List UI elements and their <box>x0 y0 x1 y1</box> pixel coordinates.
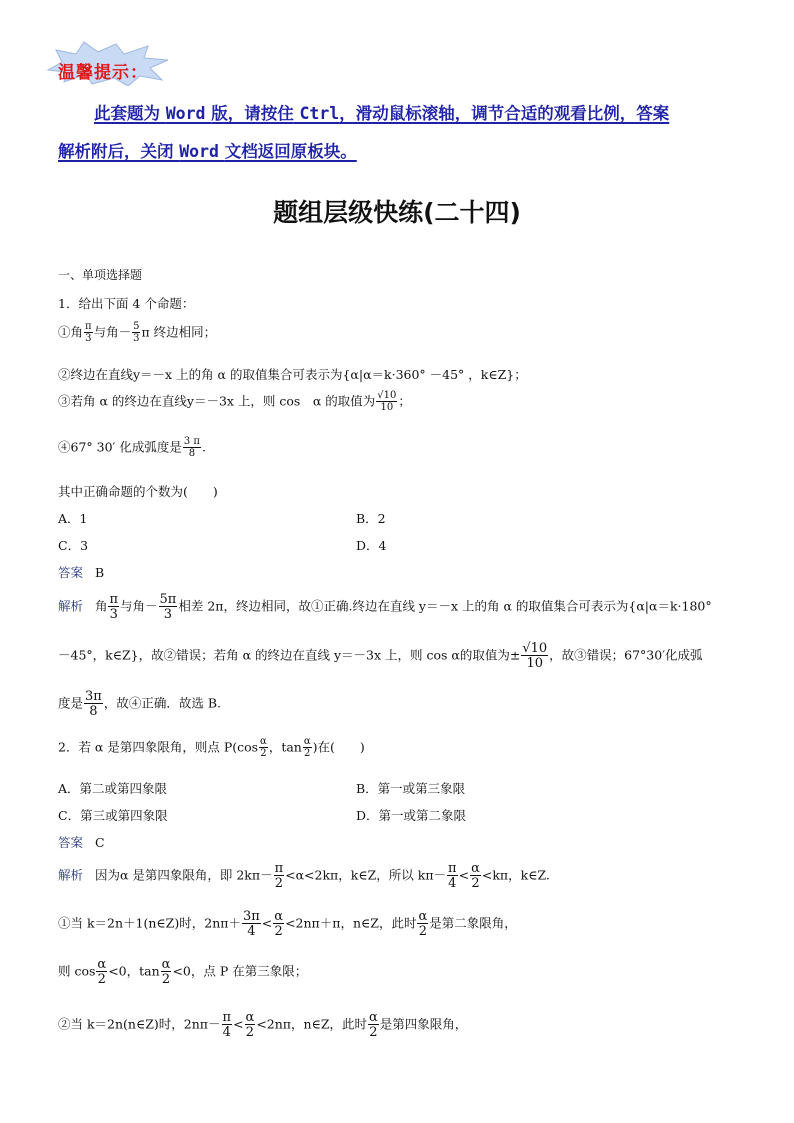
q1-proposition-3: ③若角 α 的终边在直线y＝－3x 上，则 cos α 的取值为 $\frac{√10}{10}$ ； <box>58 390 411 413</box>
q2-option-d: D．第一或第二象限 <box>356 808 467 823</box>
q1-option-b: B．2 <box>356 511 386 526</box>
answer-label: 答案 <box>58 565 84 580</box>
q2-option-c: C．第三或第四象限 <box>58 808 168 823</box>
tip-line-1: 此套题为 Word 版，请按住 Ctrl，滑动鼠标滚轴，调节合适的观看比例，答案 <box>94 104 670 123</box>
q1-proposition-1: ①角 $\frac{\pi}{3}$ 与角－ $\frac{5}{3}$ π 终边相同； <box>58 321 217 344</box>
q1-option-c: C．3 <box>58 538 89 553</box>
q2-analysis-line-3: 则 cos $\frac{\alpha}{2}$ <0，tan $\frac{\alpha}{2}$ <0，点 P 在第三象限； <box>58 957 308 987</box>
q2-option-b: B．第一或第三象限 <box>356 781 466 796</box>
section-heading: 一、单项选择题 <box>58 268 143 282</box>
q1-stem: 1．给出下面 4 个命题： <box>58 296 195 311</box>
q1-proposition-2: ②终边在直线y＝－x 上的角 α 的取值集合可表示为{α|α＝k·360° －45° ，k∈Z}； <box>58 367 527 382</box>
q2-option-a: A．第二或第四象限 <box>58 781 168 796</box>
q2-stem: 2．若 α 是第四象限角，则点 P(cos $\frac{\alpha}{2}$ ，tan $\frac{\alpha}{2}$ )在( ) <box>58 736 365 759</box>
q1-answer: 答案 B <box>58 565 105 580</box>
q1-option-a: A．1 <box>58 511 88 526</box>
q2-answer: 答案 C <box>58 835 105 850</box>
q2-analysis-line-1: 解析 因为α 是第四象限角，即 2kπ－ $\frac{\pi}{2}$ <α<2kπ，k∈Z，所以 kπ－ $\frac{\pi}{4}$ < $\frac{\alpha}{2}$ <kπ，k∈Z. <box>58 861 550 891</box>
q1-analysis-line-2: －45°，k∈Z}，故②错误；若角 α 的终边在直线 y＝－3x 上，则 cos α的取值为± $\frac{√10}{10}$ ，故③错误；67°30′化成弧 <box>58 641 703 671</box>
q2-analysis-line-4: ②当 k＝2n(n∈Z)时，2nπ－ $\frac{\pi}{4}$ < $\frac{\alpha}{2}$ <2nπ，n∈Z，此时 $\frac{\alpha}{2}$ 是第四象限角， <box>58 1010 468 1040</box>
analysis-label: 解析 <box>58 598 84 614</box>
q1-analysis-line-3: 度是 $\frac{3\pi}{8}$ ，故④正确．故选 B. <box>58 689 221 719</box>
q1-analysis-line-1: 解析 角 $\frac{\pi}{3}$ 与角－ $\frac{5\pi}{3}$ 相差 2π，终边相同，故①正确.终边在直线 y＝－x 上的角 α 的取值集合可表示为{α|α＝k·180° <box>58 592 712 622</box>
tip-title: 温馨提示： <box>58 63 148 83</box>
document-title: 题组层级快练(二十四) <box>273 198 521 227</box>
analysis-label: 解析 <box>58 867 84 883</box>
q1-ask: 其中正确命题的个数为( ) <box>58 484 218 499</box>
tip-line-2: 解析附后，关闭 Word 文档返回原板块。 <box>58 142 357 161</box>
answer-label: 答案 <box>58 835 84 850</box>
q1-option-d: D．4 <box>356 538 387 553</box>
q2-analysis-line-2: ①当 k＝2n＋1(n∈Z)时，2nπ＋ $\frac{3\pi}{4}$ < $\frac{\alpha}{2}$ <2nπ＋π，n∈Z，此时 $\frac{\alpha}{2}$ 是第二象限角， <box>58 909 517 939</box>
q1-proposition-4: ④67° 30′ 化成弧度是 $\frac{3 \pi}{8}$ . <box>58 436 206 459</box>
